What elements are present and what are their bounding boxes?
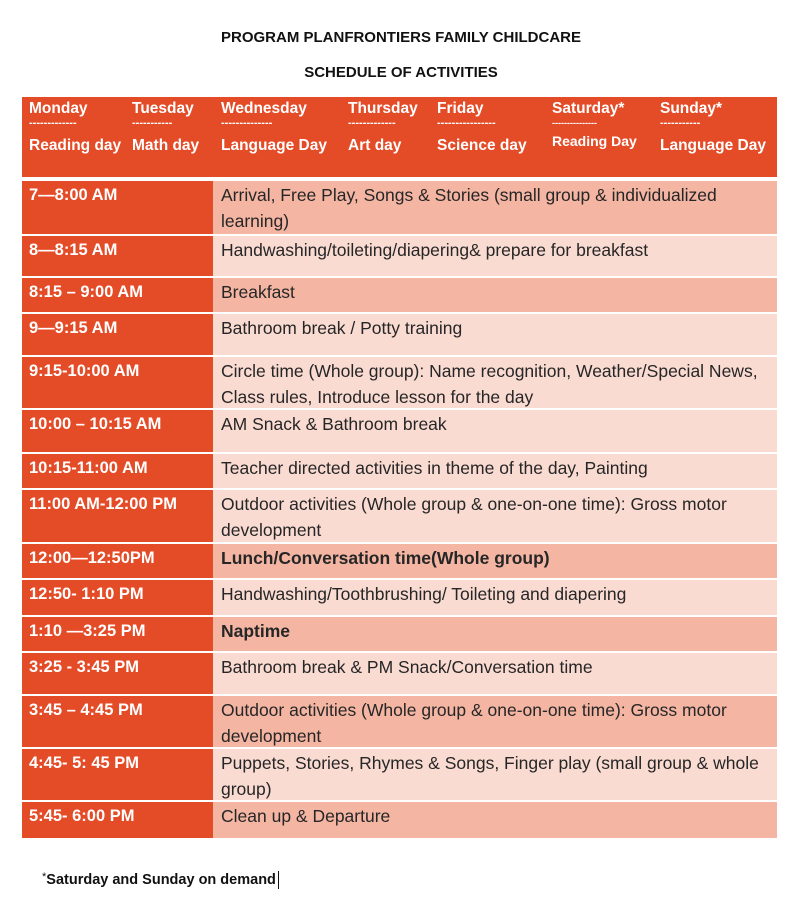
schedule-table	[22, 179, 777, 838]
day-name: Thursday	[348, 100, 418, 117]
day-name: Monday	[29, 100, 88, 117]
table-row	[22, 355, 777, 408]
time-cell: 5:45- 6:00 PM	[22, 802, 213, 838]
table-row	[22, 234, 777, 276]
activity-cell: Circle time (Whole group): Name recognition, Weather/Special News, Class rules, Introduce lesson for the day	[213, 357, 777, 408]
day-focus: Art day	[348, 137, 402, 154]
time-cell: 12:50- 1:10 PM	[22, 580, 213, 615]
day-divider: -------------	[348, 117, 396, 129]
day-divider: -----------	[660, 117, 701, 129]
activity-cell: Bathroom break & PM Snack/Conversation time	[213, 653, 777, 694]
day-focus: Math day	[132, 137, 200, 154]
table-row	[22, 651, 777, 694]
table-row	[22, 694, 777, 747]
day-name: Saturday*	[552, 100, 625, 117]
activity-cell: Outdoor activities (Whole group & one-on-one time): Gross motor development	[213, 696, 777, 747]
day-tuesday	[132, 100, 199, 155]
table-row	[22, 312, 777, 355]
activity-cell: Arrival, Free Play, Songs & Stories (small group & individualized learning)	[213, 181, 777, 234]
day-focus: Language Day	[660, 137, 766, 154]
day-focus: Science day	[437, 137, 527, 154]
time-cell: 7—8:00 AM	[22, 181, 213, 234]
day-divider: -----------	[132, 117, 173, 129]
day-wednesday	[221, 100, 327, 155]
activity-cell: Breakfast	[213, 278, 777, 312]
table-row	[22, 578, 777, 615]
time-cell: 1:10 —3:25 PM	[22, 617, 213, 651]
activity-cell: AM Snack & Bathroom break	[213, 410, 777, 452]
day-name: Friday	[437, 100, 484, 117]
table-row	[22, 615, 777, 651]
footnote	[42, 871, 279, 889]
time-cell: 10:15-11:00 AM	[22, 454, 213, 488]
table-row	[22, 276, 777, 312]
day-name: Tuesday	[132, 100, 194, 117]
activity-cell: Lunch/Conversation time(Whole group)	[213, 544, 777, 578]
footnote-text: Saturday and Sunday on demand	[46, 871, 276, 888]
activity-cell: Bathroom break / Potty training	[213, 314, 777, 355]
day-divider: ---------------	[552, 118, 597, 128]
day-divider: -------------	[29, 117, 77, 129]
table-row	[22, 488, 777, 542]
time-cell: 3:45 – 4:45 PM	[22, 696, 213, 747]
time-cell: 10:00 – 10:15 AM	[22, 410, 213, 452]
activity-cell: Puppets, Stories, Rhymes & Songs, Finger play (small group & whole group)	[213, 749, 777, 800]
activity-cell: Handwashing/toileting/diapering& prepare for breakfast	[213, 236, 777, 276]
document-title: PROGRAM PLANFRONTIERS FAMILY CHILDCARE	[220, 29, 581, 46]
table-row	[22, 747, 777, 800]
document-subtitle: SCHEDULE OF ACTIVITIES	[304, 64, 498, 81]
table-row	[22, 408, 777, 452]
day-thursday	[348, 100, 418, 155]
time-cell: 4:45- 5: 45 PM	[22, 749, 213, 800]
day-divider: ----------------	[437, 117, 496, 129]
day-focus: Language Day	[221, 137, 327, 154]
day-divider: --------------	[221, 117, 273, 129]
table-row	[22, 800, 777, 838]
activity-cell: Handwashing/Toothbrushing/ Toileting and diapering	[213, 580, 777, 615]
day-sunday	[660, 100, 766, 155]
activity-cell: Naptime	[213, 617, 777, 651]
day-focus: Reading Day	[552, 133, 637, 149]
time-cell: 9—9:15 AM	[22, 314, 213, 355]
activity-cell: Outdoor activities (Whole group & one-on-one time): Gross motor development	[213, 490, 777, 542]
time-cell: 8:15 – 9:00 AM	[22, 278, 213, 312]
time-cell: 3:25 - 3:45 PM	[22, 653, 213, 694]
day-name: Sunday*	[660, 100, 723, 117]
time-cell: 8—8:15 AM	[22, 236, 213, 276]
days-header	[22, 97, 777, 177]
table-row	[22, 452, 777, 488]
footnote-star: *	[42, 871, 47, 883]
day-friday	[437, 100, 527, 155]
activity-cell: Teacher directed activities in theme of the day, Painting	[213, 454, 777, 488]
text-cursor	[278, 871, 279, 889]
day-monday	[29, 100, 121, 155]
table-row	[22, 542, 777, 578]
day-focus: Reading day	[29, 137, 122, 154]
time-cell: 9:15-10:00 AM	[22, 357, 213, 408]
time-cell: 11:00 AM-12:00 PM	[22, 490, 213, 542]
day-saturday	[552, 100, 637, 150]
activity-cell: Clean up & Departure	[213, 802, 777, 838]
table-row	[22, 179, 777, 234]
day-name: Wednesday	[221, 100, 307, 117]
time-cell: 12:00—12:50PM	[22, 544, 213, 578]
